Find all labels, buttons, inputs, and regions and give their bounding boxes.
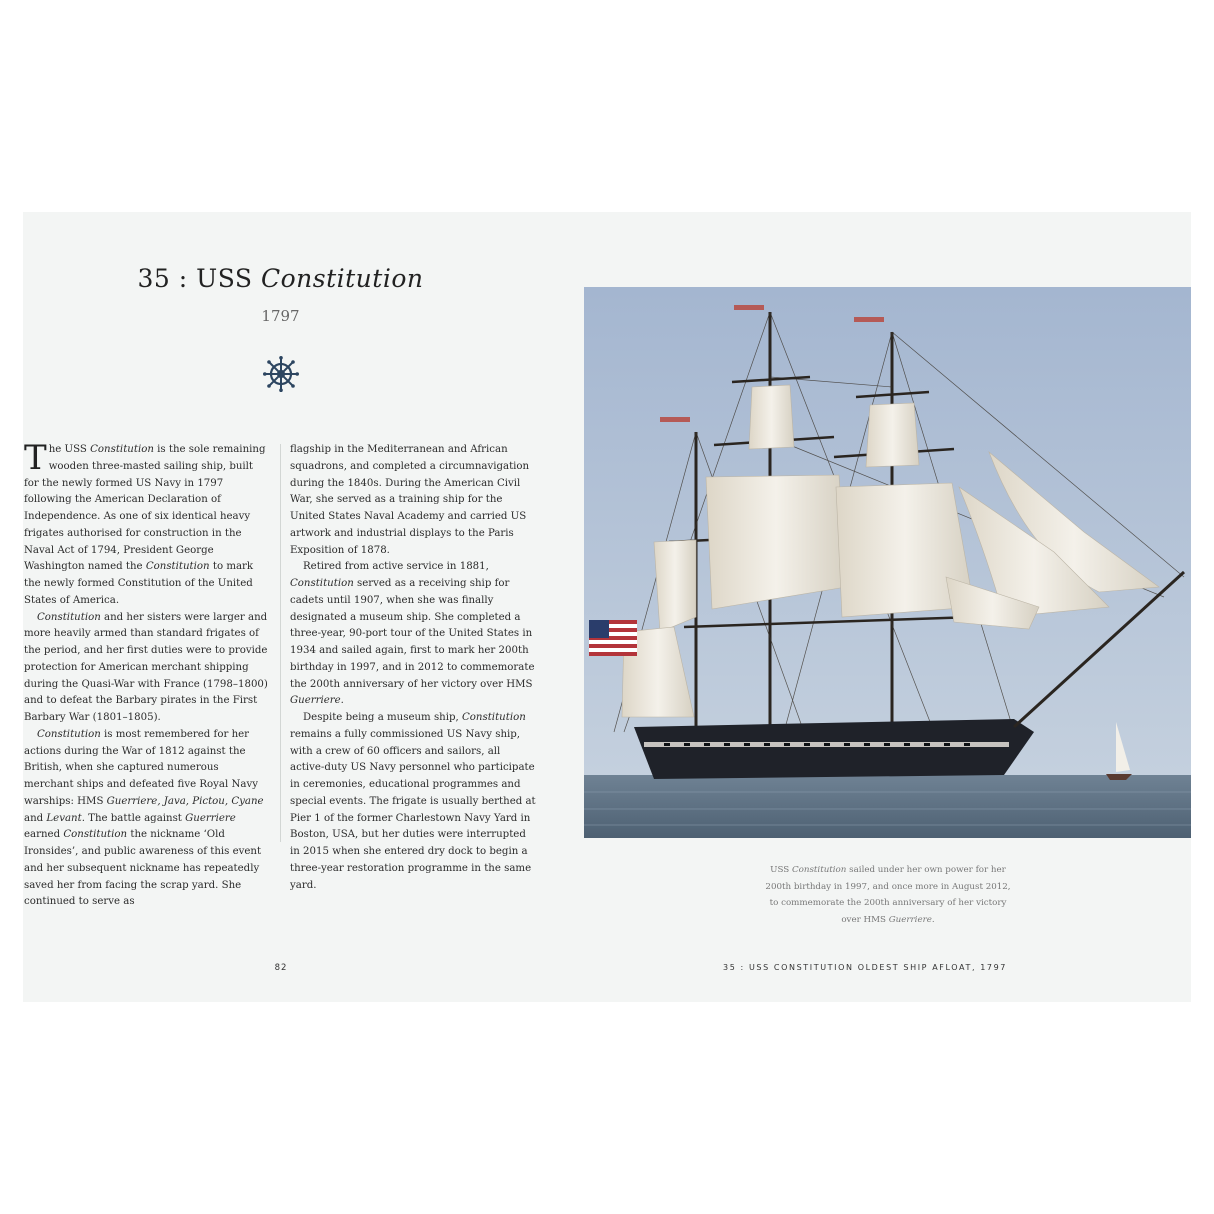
paragraph: flagship in the Mediterranean and African squadrons, and completed a circumnavigation during the 1840s. During the American Civil War, she served as a training ship for the United States Naval Academy and carried US artwork and industrial displays to the Paris Exposition of 1878. bbox=[290, 444, 530, 556]
ships-wheel-icon bbox=[263, 356, 299, 392]
title-prefix: 35 : USS bbox=[137, 264, 261, 293]
paragraph: Despite being a museum ship, Constitution remains a fully commissioned US Navy ship, with a crew of 60 officers and sailors, all active-duty US Navy personnel who participate in ceremonies, educational programmes and special events. The frigate is usually berthed at Pier 1 of the former Charlestown Navy Yard in Boston, USA, but her duties were interrupted in 2015 when she entered dry dock to begin a three-year restoration programme in the same yard. bbox=[290, 712, 536, 891]
paragraph: he USS Constitution is the sole remaining wooden three-masted sailing ship, built for the newly formed US Navy in 1797 following the American Declaration of Independence. As one of six identical heavy frigates authorised for construction in the Naval Act of 1794, President George Washington named the Constitution to mark the newly formed Constitution of the United States of America. bbox=[24, 444, 266, 606]
body-column-1 bbox=[24, 438, 270, 911]
column-divider bbox=[280, 444, 281, 842]
title-ship-name: Constitution bbox=[260, 264, 424, 293]
chapter-year: 1797 bbox=[261, 307, 300, 325]
ship-photo bbox=[584, 287, 1191, 838]
paragraph: Retired from active service in 1881, Constitution served as a receiving ship for cadets until 1907, when she was finally designated a museum ship. She completed a three-year, 90-port tour of the United States in 1934 and sailed again, first to mark her 200th birthday in 1997, and in 2012 to commemorate the 200th anniversary of her victory over HMS Guerriere. bbox=[290, 561, 535, 707]
paragraph: Constitution and her sisters were larger and more heavily armed than standard frigates of the period, and her first duties were to provide protection for American merchant shipping during the Quasi-War with France (1798–1800) and to defeat the Barbary pirates in the First Barbary War (1801–1805). bbox=[24, 611, 268, 723]
paragraph: Constitution is most remembered for her actions during the War of 1812 against the British, when she captured numerous merchant ships and defeated five Royal Navy warships: HMS Guerriere, Java, Pictou, Cyane and Levant. The battle against Guerriere earned Constitution the nickname ‘Old Ironsides’, and public awareness of this event and her subsequent nickname has repeatedly saved her from facing the scrap yard. She continued to serve as bbox=[24, 728, 264, 908]
book-spread bbox=[23, 212, 1191, 1002]
chapter-title bbox=[23, 264, 538, 293]
running-head: 35 : USS CONSTITUTION OLDEST SHIP AFLOAT, 1797 bbox=[723, 963, 1008, 972]
photo-caption: USS Constitution sailed under her own power for her 200th birthday in 1997, and once more in August 2012, to commemorate the 200th anniversary of her victory over HMS Guerriere. bbox=[765, 865, 1011, 925]
drop-cap: T bbox=[24, 438, 47, 478]
page-number: 82 bbox=[274, 963, 288, 973]
body-column-2 bbox=[290, 442, 536, 894]
